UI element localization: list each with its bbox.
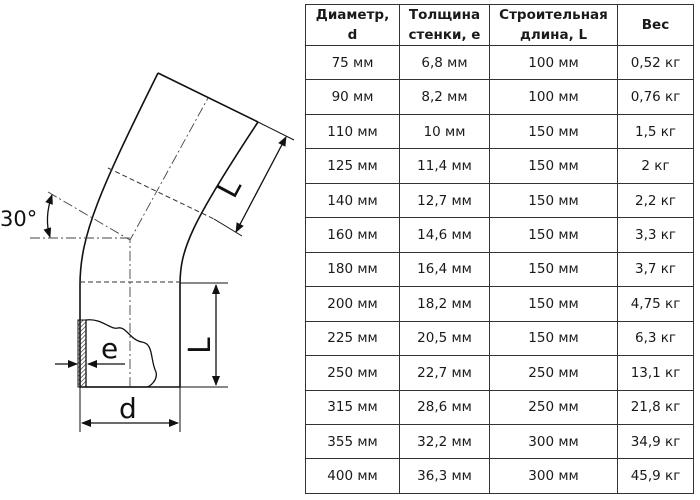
table-header-row (306, 5, 694, 46)
cell-length: 150 мм (490, 321, 618, 355)
cell-diameter: 90 мм (306, 80, 400, 114)
cell-wall: 36,3 мм (400, 459, 490, 494)
cell-diameter: 140 мм (306, 183, 400, 217)
cell-wall: 11,4 мм (400, 149, 490, 183)
table-row (306, 80, 694, 114)
cell-wall: 28,6 мм (400, 390, 490, 424)
upper-length-dimension (236, 137, 286, 232)
cell-length: 150 мм (490, 252, 618, 286)
cell-wall: 32,2 мм (400, 424, 490, 458)
cell-length: 150 мм (490, 114, 618, 148)
cell-weight: 3,7 кг (618, 252, 694, 286)
cell-length: 150 мм (490, 183, 618, 217)
cell-length: 150 мм (490, 149, 618, 183)
header-wall (400, 5, 490, 46)
table-row (306, 321, 694, 355)
pipe-bend-drawing (0, 0, 300, 500)
table-row (306, 356, 694, 390)
cell-weight: 6,3 кг (618, 321, 694, 355)
table-row (306, 183, 694, 217)
cell-length: 250 мм (490, 356, 618, 390)
table-body (306, 46, 694, 494)
wall-cutaway (86, 320, 156, 387)
cell-wall: 6,8 мм (400, 46, 490, 80)
cell-diameter: 355 мм (306, 424, 400, 458)
table-row (306, 424, 694, 458)
cell-weight: 4,75 кг (618, 287, 694, 321)
upper-length-extension-top (258, 122, 294, 140)
table-row (306, 287, 694, 321)
header-length (490, 5, 618, 46)
lower-length-label: L (183, 337, 218, 354)
header-diameter-line2: d (347, 27, 358, 43)
cell-diameter: 75 мм (306, 46, 400, 80)
center-line (30, 98, 208, 387)
cell-weight: 1,5 кг (618, 114, 694, 148)
cell-wall: 12,7 мм (400, 183, 490, 217)
wall-thickness-label: e (101, 332, 119, 365)
cell-length: 300 мм (490, 459, 618, 494)
table-row (306, 46, 694, 80)
hidden-lines (80, 168, 214, 282)
cell-diameter: 250 мм (306, 356, 400, 390)
cell-length: 150 мм (490, 287, 618, 321)
cell-wall: 8,2 мм (400, 80, 490, 114)
cell-weight: 2,2 кг (618, 183, 694, 217)
cell-weight: 21,8 кг (618, 390, 694, 424)
cell-diameter: 400 мм (306, 459, 400, 494)
cell-weight: 3,3 кг (618, 218, 694, 252)
cell-diameter: 110 мм (306, 114, 400, 148)
cell-length: 250 мм (490, 390, 618, 424)
header-diameter-line1: Диаметр, (315, 7, 390, 23)
cell-diameter: 125 мм (306, 149, 400, 183)
cell-length: 300 мм (490, 424, 618, 458)
cell-diameter: 200 мм (306, 287, 400, 321)
cell-length: 100 мм (490, 80, 618, 114)
cell-weight: 0,52 кг (618, 46, 694, 80)
header-weight-line1: Вес (641, 17, 670, 33)
header-length-line1: Строительная (499, 7, 608, 23)
cell-length: 150 мм (490, 218, 618, 252)
upper-length-label: L (210, 172, 249, 204)
header-wall-line1: Толщина (408, 7, 481, 23)
table-row (306, 114, 694, 148)
cell-diameter: 225 мм (306, 321, 400, 355)
cell-wall: 14,6 мм (400, 218, 490, 252)
cell-weight: 0,76 кг (618, 80, 694, 114)
cell-weight: 13,1 кг (618, 356, 694, 390)
header-length-line2: длина, L (519, 27, 588, 43)
cell-weight: 34,9 кг (618, 424, 694, 458)
header-wall-line2: стенки, е (408, 27, 481, 43)
cell-weight: 45,9 кг (618, 459, 694, 494)
cell-wall: 10 мм (400, 114, 490, 148)
cell-weight: 2 кг (618, 149, 694, 183)
header-diameter (306, 5, 400, 46)
table-row (306, 390, 694, 424)
table-row (306, 149, 694, 183)
angle-label: 30° (0, 207, 38, 231)
angle-arc (47, 195, 52, 237)
cell-length: 100 мм (490, 46, 618, 80)
cell-wall: 18,2 мм (400, 287, 490, 321)
wall-hatch (78, 320, 86, 387)
cell-diameter: 180 мм (306, 252, 400, 286)
cell-wall: 16,4 мм (400, 252, 490, 286)
diameter-label: d (119, 392, 137, 425)
spec-table (305, 4, 694, 494)
header-weight (618, 5, 694, 46)
cell-wall: 20,5 мм (400, 321, 490, 355)
cell-diameter: 315 мм (306, 390, 400, 424)
table-row (306, 459, 694, 494)
table-row (306, 252, 694, 286)
cell-diameter: 160 мм (306, 218, 400, 252)
cell-wall: 22,7 мм (400, 356, 490, 390)
table-row (306, 218, 694, 252)
